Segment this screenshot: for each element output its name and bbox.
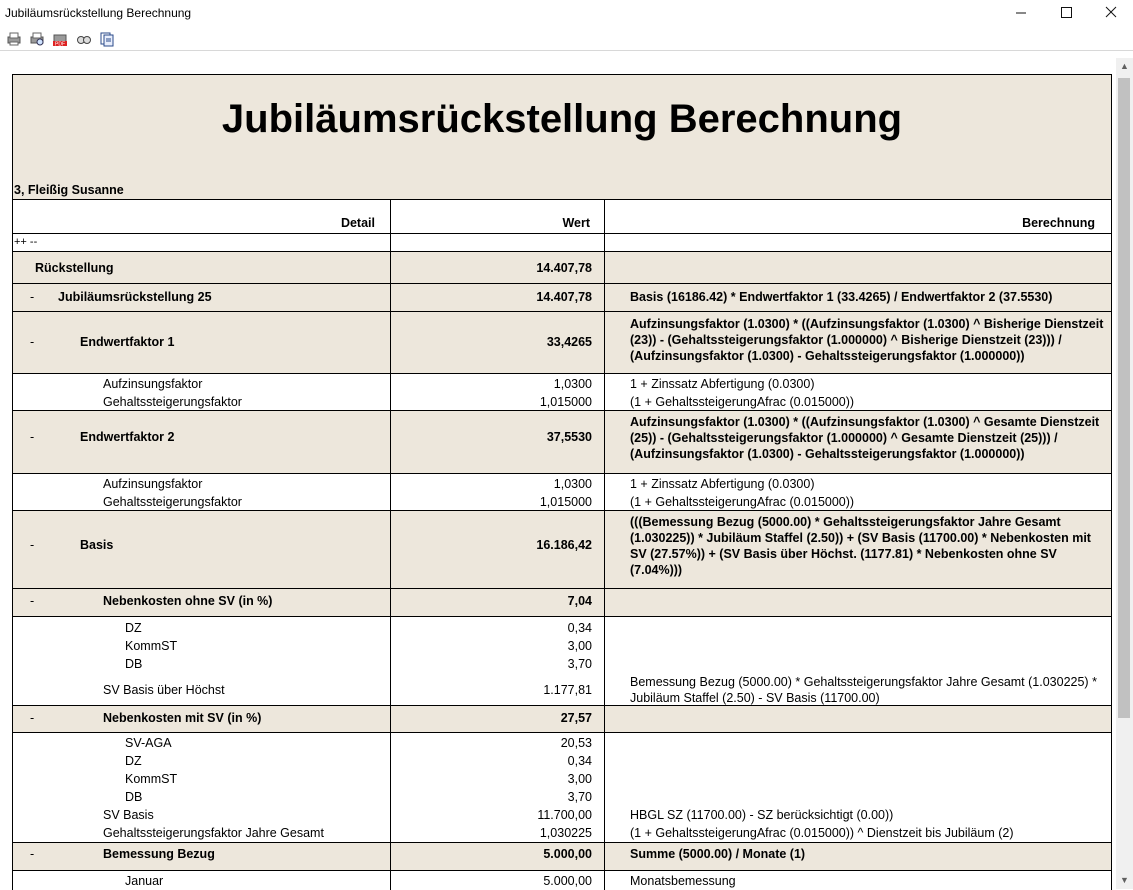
detail-label: DB [125, 657, 143, 671]
detail-label: DZ [125, 621, 142, 635]
detail-label: Aufzinsungsfaktor [103, 377, 203, 391]
detail-calculation: (1 + GehaltssteigerungAfrac (0.015000)) [630, 395, 855, 409]
detail-calculation: HBGL SZ (11700.00) - SZ berücksichtigt (0.00)) [630, 808, 894, 822]
detail-label: Gehaltssteigerungsfaktor [103, 395, 242, 409]
scrollbar-thumb[interactable] [1118, 78, 1130, 718]
copy-icon[interactable] [99, 31, 115, 47]
detail-calculation: 1 + Zinssatz Abfertigung (0.0300) [630, 377, 815, 391]
person-name: 3, Fleißig Susanne [14, 183, 124, 197]
column-header-row [13, 200, 1111, 234]
collapse-toggle[interactable]: - [30, 711, 35, 725]
report-header [13, 75, 1111, 200]
row-basis [13, 511, 1111, 589]
row-label: Jubiläumsrückstellung 25 [58, 290, 212, 304]
collapse-toggle[interactable]: - [30, 847, 35, 861]
print-icon[interactable] [6, 31, 22, 47]
detail-value: 3,00 [567, 772, 592, 786]
row-label: Basis [80, 538, 114, 552]
column-header-wert: Wert [562, 216, 590, 230]
row-endwertfaktor-1-details [13, 374, 1111, 411]
detail-value: 20,53 [560, 736, 592, 750]
detail-label: SV Basis über Höchst [103, 683, 225, 697]
detail-value: 0,34 [567, 754, 592, 768]
row-rueckstellung [13, 252, 1111, 284]
row-endwertfaktor-2 [13, 411, 1111, 474]
scroll-up-icon[interactable]: ▲ [1120, 61, 1129, 71]
row-endwertfaktor-2-details [13, 474, 1111, 511]
row-jubilaeumsrueckstellung-25 [13, 284, 1111, 312]
detail-value: 1,015000 [539, 495, 592, 509]
detail-value: 3,70 [567, 790, 592, 804]
detail-label: DB [125, 790, 143, 804]
row-calculation: Basis (16186.42) * Endwertfaktor 1 (33.4265) / Endwertfaktor 2 (37.5530) [630, 290, 1053, 304]
detail-value: 3,70 [567, 657, 592, 671]
row-nebenkosten-ohne-sv-details [13, 617, 1111, 706]
column-header-berechnung: Berechnung [1022, 216, 1095, 230]
detail-value: 5.000,00 [543, 874, 592, 888]
collapse-toggle[interactable]: - [30, 430, 35, 444]
row-value: 14.407,78 [536, 261, 592, 275]
detail-value: 1.177,81 [543, 683, 592, 697]
row-value: 33,4265 [546, 335, 592, 349]
detail-calculation: (1 + GehaltssteigerungAfrac (0.015000)) [630, 495, 855, 509]
row-calculation: Aufzinsungsfaktor (1.0300) * ((Aufzinsungsfaktor (1.0300) ^ Bisherige Dienstzeit (23)) - (Gehaltssteigerungsfaktor (1.000000) ^ Bisherige Dienstzeit (23))) / (Aufzinsungsfaktor (1.0300) - Gehaltssteigerungsfaktor (1.000000)) [630, 317, 1104, 363]
row-label: Bemessung Bezug [103, 847, 215, 861]
detail-value: 11.700,00 [537, 808, 592, 822]
row-value: 7,04 [567, 594, 592, 608]
minimize-icon[interactable] [998, 0, 1044, 26]
report-page [12, 74, 1112, 890]
detail-label: Gehaltssteigerungsfaktor [103, 495, 242, 509]
detail-value: 3,00 [567, 639, 592, 653]
row-value: 5.000,00 [543, 847, 592, 861]
detail-label: Januar [125, 874, 164, 888]
row-endwertfaktor-1 [13, 312, 1111, 374]
detail-value: 1,030225 [539, 826, 592, 840]
toolbar [0, 28, 1133, 51]
svg-text:PDF: PDF [55, 41, 65, 47]
column-header-detail: Detail [340, 216, 375, 230]
row-calculation: (((Bemessung Bezug (5000.00) * Gehaltssteigerungsfaktor Jahre Gesamt (1.030225)) * Jubiläum Staffel (2.50)) + (SV Basis (11700.00) * Nebenkosten mit SV (27.57%)) + (SV Basis über Höchst. (1177.81) * Nebenkosten ohne SV (7.04%))) [630, 515, 1091, 577]
detail-calculation: (1 + GehaltssteigerungAfrac (0.015000)) ^ Dienstzeit bis Jubiläum (2) [630, 826, 1014, 840]
pdf-export-icon[interactable] [52, 31, 68, 47]
report-title: Jubiläumsrückstellung Berechnung [221, 97, 903, 141]
detail-label: Gehaltssteigerungsfaktor Jahre Gesamt [103, 826, 324, 840]
print-preview-icon[interactable] [29, 31, 45, 47]
detail-label: SV-AGA [125, 736, 172, 750]
title-bar [0, 0, 1133, 26]
row-januar [13, 871, 1111, 890]
detail-label: KommST [125, 772, 178, 786]
row-value: 14.407,78 [536, 290, 592, 304]
close-icon[interactable] [1088, 0, 1133, 26]
collapse-toggle[interactable]: - [30, 335, 35, 349]
detail-label: SV Basis [103, 808, 154, 822]
window-title: Jubiläumsrückstellung Berechnung [5, 6, 192, 20]
vertical-scrollbar[interactable] [1116, 58, 1133, 889]
collapse-toggle[interactable]: - [30, 290, 35, 304]
detail-calculation: Monatsbemessung [630, 874, 736, 888]
detail-value: 1,0300 [553, 377, 592, 391]
row-bemessung-bezug [13, 843, 1111, 871]
row-calculation: Summe (5000.00) / Monate (1) [630, 847, 806, 861]
detail-value: 1,015000 [539, 395, 592, 409]
detail-label: DZ [125, 754, 142, 768]
row-nebenkosten-ohne-sv [13, 589, 1111, 617]
row-calculation: Aufzinsungsfaktor (1.0300) * ((Aufzinsungsfaktor (1.0300) ^ Gesamte Dienstzeit (25)) - (Gehaltssteigerungsfaktor (1.000000) ^ Gesamte Dienstzeit (25))) / (Aufzinsungsfaktor (1.0300) - Gehaltssteigerungsfaktor (1.000000)) [630, 415, 1100, 461]
row-label: Endwertfaktor 2 [80, 430, 175, 444]
row-label: Endwertfaktor 1 [80, 335, 175, 349]
row-nebenkosten-mit-sv-details [13, 733, 1111, 843]
scroll-down-icon[interactable]: ▼ [1120, 875, 1129, 885]
collapse-toggle[interactable]: - [30, 538, 35, 552]
maximize-icon[interactable] [1043, 0, 1089, 26]
expand-collapse-toggle[interactable]: ++ -- [14, 236, 38, 248]
detail-calculation: 1 + Zinssatz Abfertigung (0.0300) [630, 477, 815, 491]
detail-label: KommST [125, 639, 178, 653]
detail-value: 1,0300 [553, 477, 592, 491]
row-label: Nebenkosten mit SV (in %) [103, 711, 262, 725]
row-value: 16.186,42 [536, 538, 592, 552]
row-label: Rückstellung [35, 261, 114, 275]
row-value: 27,57 [560, 711, 592, 725]
detail-label: Aufzinsungsfaktor [103, 477, 203, 491]
collapse-toggle[interactable]: - [30, 594, 35, 608]
report-viewer[interactable] [0, 58, 1133, 889]
find-icon[interactable] [76, 31, 92, 47]
expand-collapse-row [13, 234, 1111, 252]
row-value: 37,5530 [546, 430, 592, 444]
row-label: Nebenkosten ohne SV (in %) [103, 594, 273, 608]
row-nebenkosten-mit-sv [13, 706, 1111, 733]
detail-calculation: Bemessung Bezug (5000.00) * Gehaltssteigerungsfaktor Jahre Gesamt (1.030225) * Jubiläum Staffel (2.50) - SV Basis (11700.00) [630, 675, 1097, 705]
detail-value: 0,34 [567, 621, 592, 635]
